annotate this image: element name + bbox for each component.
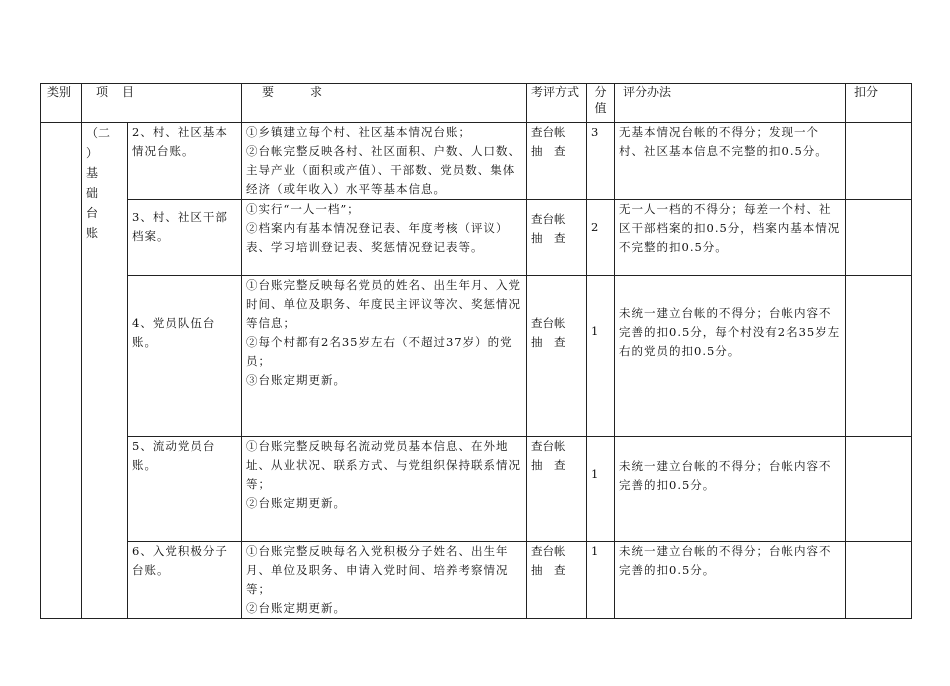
header-requirement: 要 求 — [242, 84, 527, 123]
header-category: 类别 — [41, 84, 82, 123]
assessment-mode-cell: 查台帐 抽 查 — [527, 437, 587, 542]
table-row — [41, 542, 912, 619]
header-points: 分值 — [587, 84, 615, 123]
requirement-cell: ①台账完整反映每名党员的姓名、出生年月、入党时间、单位及职务、年度民主评议等次、奖惩情况等信息； ②每个村都有2名35岁左右（不超过37岁）的党员； ③台账定期更新。 — [242, 276, 527, 437]
scoring-rule-cell: 未统一建立台帐的不得分；台帐内容不完善的扣0.5分。 — [615, 542, 846, 619]
header-scoring-method: 评分办法 — [615, 84, 846, 123]
deduction-cell — [846, 437, 912, 542]
deduction-cell — [846, 542, 912, 619]
scoring-rule-cell: 未统一建立台帐的不得分；台帐内容不完善的扣0.5分，每个村没有2名35岁左右的党员的扣0.5分。 — [615, 276, 846, 437]
header-assessment-mode: 考评方式 — [527, 84, 587, 123]
header-row — [41, 84, 912, 123]
table-row — [41, 276, 912, 437]
scoring-rule-cell: 无基本情况台帐的不得分；发现一个村、社区基本信息不完整的扣0.5分。 — [615, 123, 846, 200]
points-cell: 1 — [587, 437, 615, 542]
category-cell — [41, 123, 82, 619]
points-cell: 2 — [587, 200, 615, 276]
scoring-rule-cell: 未统一建立台帐的不得分；台帐内容不完善的扣0.5分。 — [615, 437, 846, 542]
item-cell: 3、村、社区干部档案。 — [128, 200, 242, 276]
header-project: 项 目 — [82, 84, 242, 123]
assessment-mode-cell: 查台帐 抽 查 — [527, 542, 587, 619]
assessment-mode-cell: 查台帐 抽 查 — [527, 123, 587, 200]
deduction-cell — [846, 276, 912, 437]
assessment-mode-cell: 查台帐 抽 查 — [527, 200, 587, 276]
requirement-cell: ①台账完整反映每名入党积极分子姓名、出生年月、单位及职务、申请入党时间、培养考察情况等； ②台账定期更新。 — [242, 542, 527, 619]
requirement-cell: ①实行“一人一档”； ②档案内有基本情况登记表、年度考核（评议）表、学习培训登记表、奖惩情况登记表等。 — [242, 200, 527, 276]
points-cell: 1 — [587, 276, 615, 437]
item-cell: 5、流动党员台账。 — [128, 437, 242, 542]
item-cell: 2、村、社区基本情况台账。 — [128, 123, 242, 200]
scoring-rule-cell: 无一人一档的不得分；每差一个村、社区干部档案的扣0.5分，档案内基本情况不完整的扣0.5分。 — [615, 200, 846, 276]
points-cell: 1 — [587, 542, 615, 619]
item-cell: 6、入党积极分子台账。 — [128, 542, 242, 619]
header-deduction: 扣分 — [846, 84, 912, 123]
deduction-cell — [846, 123, 912, 200]
evaluation-table — [40, 83, 912, 619]
requirement-cell: ①台账完整反映每名流动党员基本信息、在外地址、从业状况、联系方式、与党组织保持联系情况等； ②台账定期更新。 — [242, 437, 527, 542]
section-label: （二 ） 基 础 台 账 — [82, 123, 128, 619]
item-cell: 4、党员队伍台账。 — [128, 276, 242, 437]
points-cell: 3 — [587, 123, 615, 200]
table-row — [41, 123, 912, 200]
deduction-cell — [846, 200, 912, 276]
table-row — [41, 200, 912, 276]
requirement-cell: ①乡镇建立每个村、社区基本情况台账； ②台帐完整反映各村、社区面积、户数、人口数、主导产业（面积或产值）、干部数、党员数、集体经济（或年收入）水平等基本信息。 — [242, 123, 527, 200]
assessment-mode-cell: 查台帐 抽 查 — [527, 276, 587, 437]
table-row — [41, 437, 912, 542]
